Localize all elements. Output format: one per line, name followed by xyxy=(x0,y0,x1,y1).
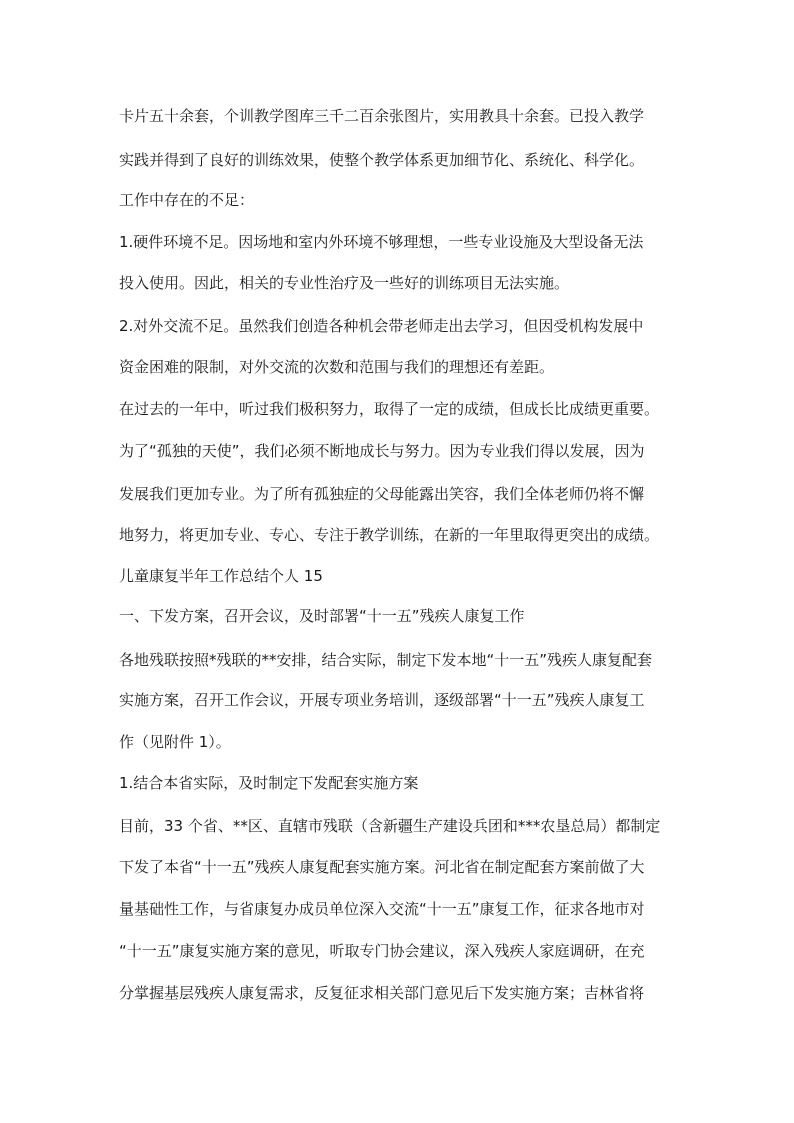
section-heading: 一、下发方案，召开会议，及时部署“十一五”残疾人康复工作 xyxy=(119,607,525,625)
paragraph-line: 各地残联按照*残联的**安排，结合实际，制定下发本地“十一五”残疾人康复配套 xyxy=(119,651,653,669)
paragraph-line: 实践并得到了良好的训练效果，使整个教学体系更加细节化、系统化、科学化。 xyxy=(119,151,645,169)
paragraph-line: 目前，33 个省、**区、直辖市残联（含新疆生产建设兵团和***农垦总局）都制定 xyxy=(119,817,661,835)
paragraph-line: 资金困难的限制，对外交流的次数和范围与我们的理想还有差距。 xyxy=(119,358,555,376)
paragraph-line: 地努力，将更加专业、专心、专注于教学训练，在新的一年里取得更突出的成绩。 xyxy=(119,526,660,544)
paragraph-line: 分掌握基层残疾人康复需求，反复征求相关部门意见后下发实施方案；吉林省将 xyxy=(119,984,645,1002)
paragraph-line: 卡片五十余套，个训教学图库三千二百余张图片，实用教具十余套。已投入教学 xyxy=(119,107,645,125)
paragraph-line: 下发了本省“十一五”残疾人康复配套实施方案。河北省在制定配套方案前做了大 xyxy=(119,858,645,876)
section-heading: 儿童康复半年工作总结个人 15 xyxy=(119,567,323,585)
paragraph-line: 在过去的一年中，听过我们极积努力，取得了一定的成绩，但成长比成绩更重要。 xyxy=(119,400,660,418)
paragraph-line: “十一五”康复实施方案的意见，听取专门协会建议，深入残疾人家庭调研，在充 xyxy=(119,942,645,960)
paragraph-line: 量基础性工作，与省康复办成员单位深入交流“十一五”康复工作，征求各地市对 xyxy=(119,900,645,918)
paragraph-line: 工作中存在的不足： xyxy=(119,191,255,209)
paragraph-line: 发展我们更加专业。为了所有孤独症的父母能露出笑容，我们全体老师仍将不懈 xyxy=(119,485,645,503)
paragraph-line: 2.对外交流不足。虽然我们创造各种机会带老师走出去学习，但因受机构发展中 xyxy=(119,317,644,335)
paragraph-line: 实施方案，召开工作会议，开展专项业务培训，逐级部署“十一五”残疾人康复工 xyxy=(119,691,645,709)
section-heading: 1.结合本省实际，及时制定下发配套实施方案 xyxy=(119,774,419,792)
paragraph-line: 为了“孤独的天使”，我们必须不断地成长与努力。因为专业我们得以发展，因为 xyxy=(119,442,645,460)
paragraph-line: 1.硬件环境不足。因场地和室内外环境不够理想，一些专业设施及大型设备无法 xyxy=(119,233,644,251)
paragraph-line: 投入使用。因此，相关的专业性治疗及一些好的训练项目无法实施。 xyxy=(119,274,570,292)
paragraph-line: 作（见附件 1）。 xyxy=(119,733,231,751)
